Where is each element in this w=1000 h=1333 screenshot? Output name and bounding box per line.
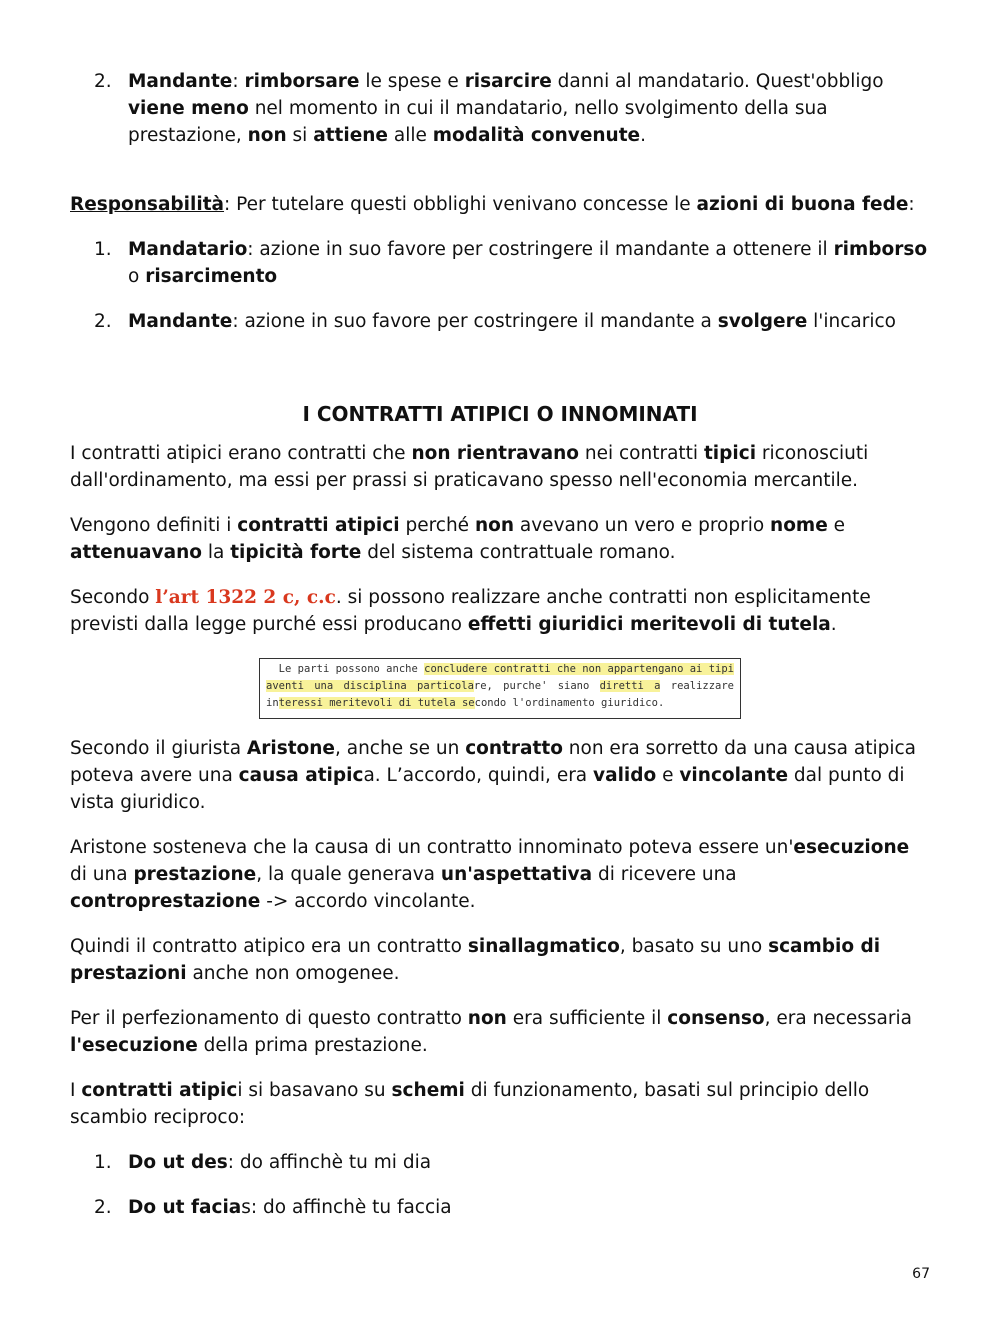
text: a. L’accordo, quindi, era [363,765,594,786]
bold-term: Mandatario [128,239,248,260]
paragraph [70,735,930,816]
text: e [827,515,846,536]
bold-term: non [474,515,515,536]
bold-term: causa atipic [238,765,364,786]
text: non era sorretto da una causa atipica poteva avere una [70,738,917,786]
highlighted-text: diretti a [599,680,661,692]
text: Secondo [70,587,156,608]
text: Per il perfezionamento di questo contratto [70,1008,468,1029]
bold-term: Mandante [128,311,233,332]
bold-term: scambio di prestazioni [70,936,881,984]
text: : Per tutelare questi obblighi venivano concesse le [224,194,697,215]
bold-term: attenuavano [70,542,202,563]
list-number: 2. [94,71,112,92]
list-item [70,1194,930,1221]
bold-term: prestazione [133,864,257,885]
bold-term: Mandante [128,71,233,92]
bold-term: modalità convenute [432,125,641,146]
text: : do affinchè tu mi dia [227,1152,432,1173]
bold-term: contratti atipic [81,1080,238,1101]
code-text: re, purche' siano [473,680,600,692]
text: -> accordo vincolante. [260,891,476,912]
paragraph [70,584,930,638]
bold-term: svolgere [717,311,808,332]
bold-term: effetti giuridici meritevoli di tutela [467,614,831,635]
page-number: 67 [912,1266,930,1282]
bold-term: sinallagmatico [467,936,620,957]
text: : azione in suo favore per costringere il mandante a ottenere il [247,239,834,260]
list-item [70,1149,930,1176]
bold-term: non [247,125,287,146]
article-reference: l’art 1322 2 c, c.c [155,587,336,608]
text: e [656,765,680,786]
text: di funzionamento, basati sul principio dello scambio reciproco: [70,1080,870,1128]
paragraph [70,933,930,987]
text: , anche se un [334,738,466,759]
bold-term: rimborso [833,239,928,260]
bold-term: controprestazione [70,891,261,912]
text: : azione in suo favore per costringere il mandante a [232,311,718,332]
responsibility-list [70,236,930,335]
bold-term: consenso [667,1008,765,1029]
text: Quindi il contratto atipico era un contratto [70,936,468,957]
text: I [70,1080,82,1101]
text: , la quale generava [256,864,441,885]
text: anche non omogenee. [186,963,400,984]
text: : [232,71,245,92]
text: era sufficiente il [506,1008,668,1029]
code-text: Le parti possono anche [266,663,425,675]
bold-term: Aristone [246,738,335,759]
text: dal punto di vista giuridico. [70,765,905,813]
text: danni al mandatario. Quest'obbligo [551,71,884,92]
bold-term: contratti atipici [237,515,400,536]
list-number: 1. [94,1152,112,1173]
text: nel momento in cui il mandatario, nello svolgimento della sua prestazione, [128,98,828,146]
code-text: realizzare in [266,680,734,709]
text: nei contratti [579,443,704,464]
paragraph [70,1005,930,1059]
text: la [201,542,231,563]
bold-term: non rientravano [411,443,579,464]
text: riconosciuti dall'ordinamento, ma essi per prassi si praticavano spesso nell'economia mercantile. [70,443,869,491]
text: I contratti atipici erano contratti che [70,443,412,464]
text: del sistema contrattuale romano. [361,542,676,563]
list-item [70,68,930,149]
bold-term: Do ut des [128,1152,228,1173]
text: s: do affinchè tu faccia [241,1197,452,1218]
text: . si possono realizzare anche contratti non esplicitamente previsti dalla legge purché essi producano [70,587,871,635]
bold-term: nome [770,515,828,536]
text: di ricevere una [592,864,737,885]
bold-term: contratto [465,738,563,759]
paragraph [70,440,930,494]
bold-term: risarcimento [145,266,278,287]
obligations-list [70,68,930,149]
bold-term: l'esecuzione [70,1035,198,1056]
text: , basato su uno [619,936,769,957]
highlighted-text: concludere contratti che non appartengano ai tipi aventi una disciplina particola [266,663,734,692]
text: o [128,266,146,287]
bold-term: vincolante [679,765,789,786]
schemes-list [70,1149,930,1221]
text: l'incarico [807,311,896,332]
paragraph [70,512,930,566]
text: i si basavano su [237,1080,392,1101]
text: Vengono definiti i [70,515,238,536]
list-item [70,236,930,290]
paragraph [70,1077,930,1131]
text: si [286,125,314,146]
bold-term: rimborsare [244,71,360,92]
bold-term: attiene [313,125,388,146]
text: di una [70,864,134,885]
bold-term: un'aspettativa [440,864,593,885]
text: le spese e [359,71,465,92]
list-number: 2. [94,311,112,332]
bold-term: valido [593,765,657,786]
bold-term: non [467,1008,507,1029]
bold-term: Do ut facia [128,1197,242,1218]
bold-term: azioni di buona fede [696,194,909,215]
bold-term: esecuzione [793,837,910,858]
text: della prima prestazione. [197,1035,428,1056]
bold-term: risarcire [464,71,552,92]
paragraph [70,834,930,915]
text: : [908,194,915,215]
bold-term: tipici [703,443,757,464]
responsibility-paragraph [70,191,930,218]
bold-term: viene meno [128,98,249,119]
text: . [640,125,646,146]
text: avevano un vero e proprio [514,515,771,536]
text: alle [387,125,433,146]
text: Secondo il giurista [70,738,247,759]
highlighted-text: teressi meritevoli di tutela se [278,697,475,709]
list-number: 1. [94,239,112,260]
text: . [830,614,837,635]
section-title: I CONTRATTI ATIPICI O INNOMINATI [302,402,698,426]
text: Aristone sosteneva che la causa di un contratto innominato poteva essere un' [70,837,794,858]
text: perché [399,515,475,536]
underlined-label: Responsabilità [70,194,225,215]
code-quote-box [259,658,741,719]
bold-term: schemi [391,1080,465,1101]
list-number: 2. [94,1197,112,1218]
text: , era necessaria [764,1008,912,1029]
code-text: condo l'ordinamento giuridico. [474,697,665,709]
bold-term: tipicità forte [230,542,362,563]
list-item [70,308,930,335]
